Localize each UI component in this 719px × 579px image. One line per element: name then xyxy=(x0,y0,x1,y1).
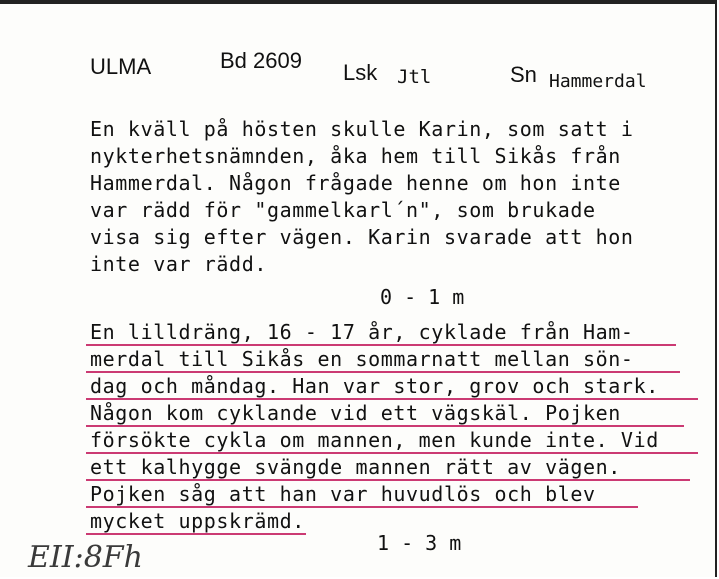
highlight-underline xyxy=(86,506,638,508)
record2-line: ett kalhygge svängde mannen rätt av vägen. xyxy=(90,455,621,479)
highlight-underline xyxy=(86,533,306,535)
record1-line: visa sig efter vägen. Karin svarade att hon xyxy=(90,225,634,249)
record1-distance: 0 - 1 m xyxy=(380,285,465,309)
highlight-underline xyxy=(86,398,698,400)
record2-distance: 1 - 3 m xyxy=(377,531,462,555)
record1-line: var rädd för "gammelkarl´n", som brukade xyxy=(90,198,596,222)
landskap-label: Lsk xyxy=(343,60,378,85)
volume-number: Bd 2609 xyxy=(220,48,302,73)
landskap-value: Jtl xyxy=(397,66,432,88)
record2-line: försökte cykla om mannen, men kunde inte. Vid xyxy=(90,428,659,452)
highlight-underline xyxy=(86,344,676,346)
record1-line: En kväll på hösten skulle Karin, som satt i xyxy=(90,117,634,141)
record2-line: En lilldräng, 16 - 17 år, cyklade från Ham- xyxy=(90,320,634,344)
record1-line: nykterhetsnämnden, åka hem till Sikås från xyxy=(90,144,621,168)
highlight-underline xyxy=(86,479,690,481)
record1-line: inte var rädd. xyxy=(90,252,267,276)
archive-name: ULMA xyxy=(90,54,152,79)
socken-value: Hammerdal xyxy=(549,71,647,92)
highlight-underline xyxy=(86,371,680,373)
highlight-underline xyxy=(86,452,698,454)
record2-line: dag och måndag. Han var stor, grov och stark. xyxy=(90,374,659,398)
record2-line: merdal till Sikås en sommarnatt mellan sön- xyxy=(90,347,634,371)
highlight-underline xyxy=(86,425,684,427)
record2-line: mycket uppskrämd. xyxy=(90,509,305,533)
record1-line: Hammerdal. Någon frågade henne om hon inte xyxy=(90,171,621,195)
record2-line: Någon kom cyklande vid ett vägskäl. Pojken xyxy=(90,401,621,425)
socken-label: Sn xyxy=(510,62,537,87)
classification-code: EII:8Fh xyxy=(28,540,143,575)
record2-line: Pojken såg att han var huvudlös och blev xyxy=(90,482,596,506)
